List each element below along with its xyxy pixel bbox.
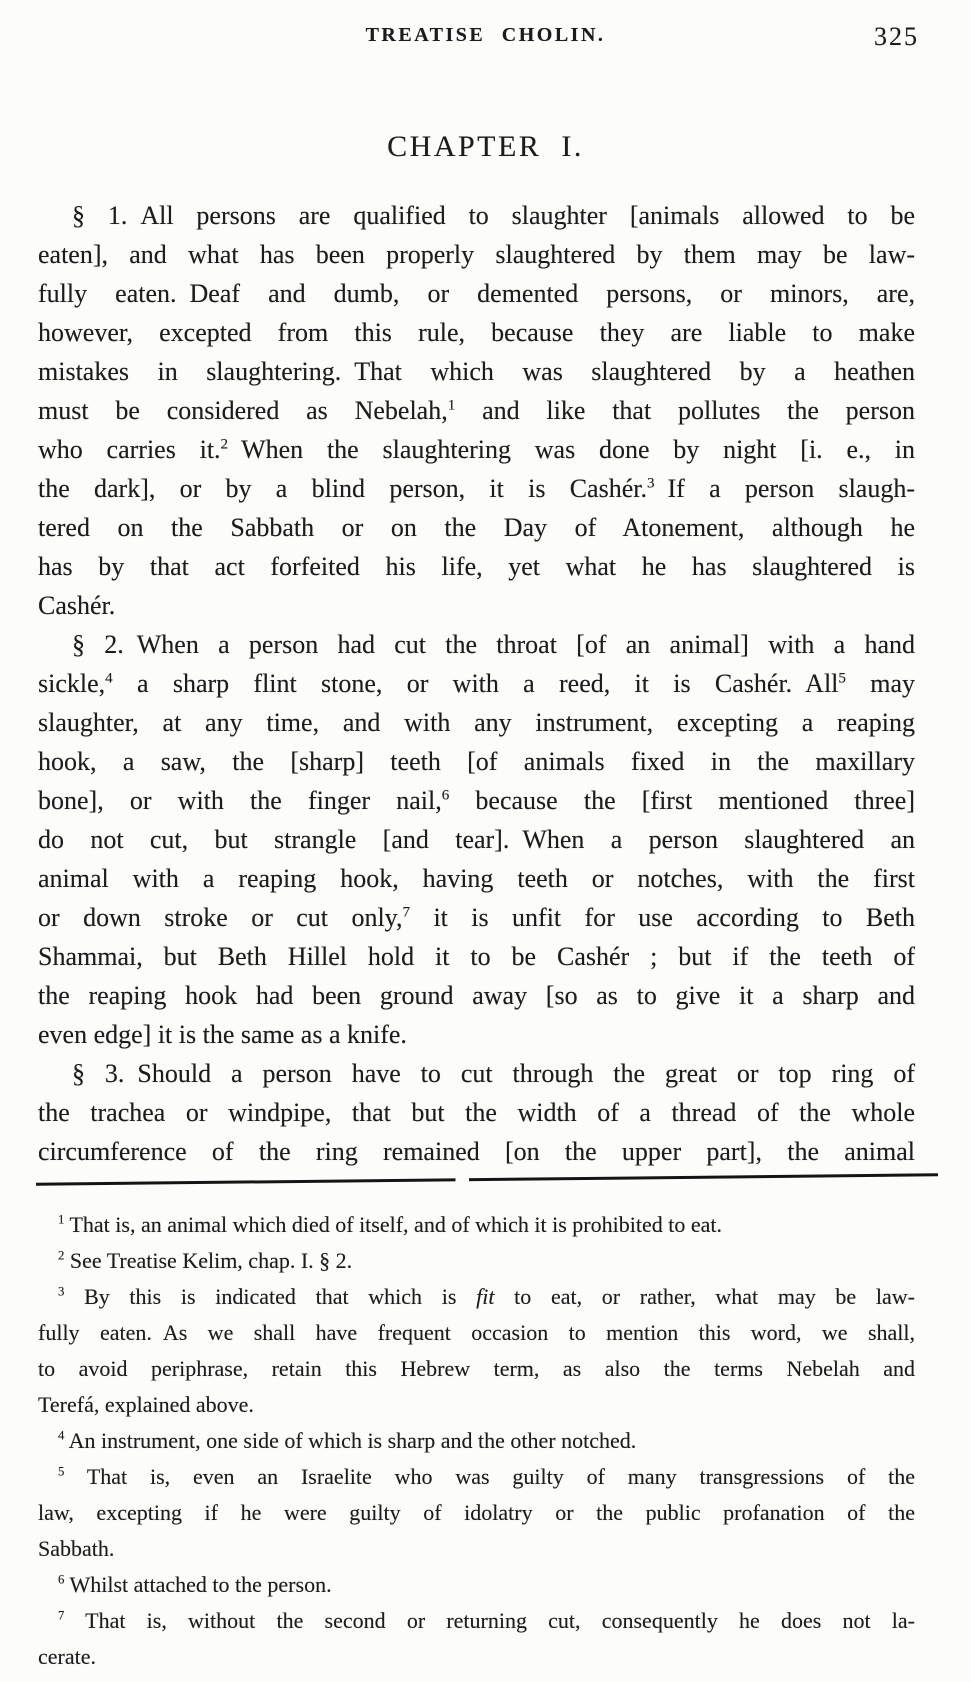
text-run: and like that pollutes the person (455, 396, 915, 425)
footnote-ref: 7 (402, 904, 411, 921)
text-line (38, 703, 915, 742)
footnote-ref: 4 (105, 670, 113, 687)
footnote-marker: 4 (58, 1428, 65, 1443)
text-run: That is, even an Israelite who was guilty of many transgressions of the (64, 1464, 915, 1489)
text-line (38, 937, 915, 976)
text-run: a sharp flint stone, or with a reed, it is Cashér. All (112, 669, 839, 698)
text-run: § 3. Should a person have to cut through the great or top ring of (72, 1059, 915, 1088)
text-line (38, 547, 915, 586)
text-line (38, 313, 915, 352)
footnote-marker: 7 (58, 1608, 65, 1623)
text-line (38, 625, 915, 664)
text-line (38, 235, 915, 274)
text-run: hook, a saw, the [sharp] teeth [of animals fixed in the maxillary (38, 747, 915, 776)
text-run: has by that act forfeited his life, yet what he has slaughtered is (38, 552, 915, 581)
footnote-ref: 3 (646, 475, 655, 492)
text-run: fully eaten. Deaf and dumb, or demented persons, or minors, are, (38, 279, 915, 308)
text-line (38, 1459, 915, 1495)
italic-text: fit (476, 1284, 495, 1309)
text-run: circumference of the ring remained [on the upper part], the animal (38, 1137, 915, 1166)
text-line (38, 1015, 915, 1054)
body-text (38, 196, 915, 1171)
paragraph-section-2 (38, 625, 915, 1054)
footnote-ref: 2 (220, 436, 229, 453)
text-line (38, 742, 915, 781)
text-line (38, 1531, 915, 1567)
footnote-5 (38, 1459, 915, 1567)
text-run: That is, without the second or returning cut, consequently he does not la- (64, 1608, 915, 1633)
text-run: to avoid periphrase, retain this Hebrew term, as also the terms Nebelah and (38, 1356, 915, 1381)
text-run: § 1. All persons are qualified to slaughter [animals allowed to be (72, 201, 915, 230)
text-run: or down stroke or cut only, (38, 903, 403, 932)
text-run: bone], or with the finger nail, (38, 786, 442, 815)
text-line (38, 1387, 915, 1423)
footnote-2 (38, 1243, 915, 1279)
text-line (38, 1423, 915, 1459)
text-run: because the [first mentioned three] (449, 786, 915, 815)
footnote-marker: 6 (58, 1572, 65, 1587)
footnote-ref: 5 (838, 670, 846, 687)
text-run: the trachea or windpipe, that but the width of a thread of the whole (38, 1098, 915, 1127)
footnote-marker: 3 (58, 1284, 65, 1299)
text-line (38, 1603, 915, 1639)
text-line (38, 274, 915, 313)
text-line (38, 1054, 915, 1093)
text-line (38, 430, 915, 469)
text-run: cerate. (38, 1644, 96, 1669)
text-line (38, 1207, 915, 1243)
text-run: may (845, 669, 915, 698)
text-run: animal with a reaping hook, having teeth or notches, with the first (38, 864, 915, 893)
text-run: the dark], or by a blind person, it is Cashér. (38, 474, 647, 503)
text-run: law, excepting if he were guilty of idolatry or the public profanation of the (38, 1500, 915, 1525)
text-line (38, 196, 915, 235)
text-run: When the slaughtering was done by night [i. e., in (228, 435, 915, 464)
footnote-4 (38, 1423, 915, 1459)
text-line (38, 820, 915, 859)
text-line (38, 586, 915, 625)
running-title: TREATISE CHOLIN. (365, 24, 606, 46)
text-line (38, 859, 915, 898)
text-line (38, 391, 915, 430)
text-run: mistakes in slaughtering. That which was slaughtered by a heathen (38, 357, 915, 386)
text-run: even edge] it is the same as a knife. (38, 1020, 407, 1049)
text-run: Terefá, explained above. (38, 1392, 254, 1417)
text-run: Shammai, but Beth Hillel hold it to be Cashér ; but if the teeth of (38, 942, 915, 971)
text-line (38, 1495, 915, 1531)
text-run: however, excepted from this rule, because they are liable to make (38, 318, 915, 347)
text-line (38, 1639, 915, 1675)
text-run: do not cut, but strangle [and tear]. When a person slaughtered an (38, 825, 915, 854)
text-run: sickle, (38, 669, 106, 698)
text-run: By this is indicated that which is (64, 1284, 477, 1309)
text-line (38, 781, 915, 820)
text-line (38, 1315, 915, 1351)
running-head (0, 24, 971, 56)
footnote-ref: 1 (447, 397, 456, 414)
footnote-7 (38, 1603, 915, 1675)
text-run: eaten], and what has been properly slaughtered by them may be law- (38, 240, 915, 269)
text-run: That is, an animal which died of itself, and of which it is prohibited to eat. (64, 1212, 722, 1237)
text-line (38, 664, 915, 703)
text-run: fully eaten. As we shall have frequent occasion to mention this word, we shall, (38, 1320, 915, 1345)
text-run: Cashér. (38, 591, 116, 620)
text-line (38, 1243, 915, 1279)
text-run: Sabbath. (38, 1536, 115, 1561)
text-run: it is unfit for use according to Beth (410, 903, 916, 932)
text-run: Whilst attached to the person. (64, 1572, 332, 1597)
text-line (38, 976, 915, 1015)
text-line (38, 1279, 915, 1315)
footnote-separator-rule (36, 1173, 938, 1185)
text-line (38, 469, 915, 508)
footnote-6 (38, 1567, 915, 1603)
text-run: If a person slaugh- (654, 474, 916, 503)
text-line (38, 898, 915, 937)
text-run: the reaping hook had been ground away [so as to give it a sharp and (38, 981, 915, 1010)
footnote-marker: 1 (58, 1212, 65, 1227)
text-run: slaughter, at any time, and with any instrument, excepting a reaping (38, 708, 915, 737)
chapter-heading: CHAPTER I. (387, 130, 584, 163)
footnote-marker: 5 (58, 1464, 65, 1479)
text-line (38, 352, 915, 391)
footnotes (38, 1207, 915, 1675)
text-run: must be considered as Nebelah, (38, 396, 448, 425)
footnote-1 (38, 1207, 915, 1243)
text-run: who carries it. (38, 435, 221, 464)
text-run: § 2. When a person had cut the throat [of an animal] with a hand (72, 630, 915, 659)
text-run: An instrument, one side of which is sharp and the other notched. (64, 1428, 637, 1453)
page-number: 325 (874, 22, 919, 51)
text-line (38, 1567, 915, 1603)
text-run: tered on the Sabbath or on the Day of Atonement, although he (38, 513, 915, 542)
paragraph-section-3 (38, 1054, 915, 1171)
text-line (38, 1351, 915, 1387)
footnote-marker: 2 (58, 1248, 65, 1263)
footnote-3 (38, 1279, 915, 1423)
text-run: See Treatise Kelim, chap. I. § 2. (64, 1248, 353, 1273)
paragraph-section-1 (38, 196, 915, 625)
text-line (38, 1093, 915, 1132)
text-line (38, 508, 915, 547)
text-run: to eat, or rather, what may be law- (494, 1284, 915, 1309)
text-line (38, 1132, 915, 1171)
footnote-ref: 6 (441, 787, 450, 804)
